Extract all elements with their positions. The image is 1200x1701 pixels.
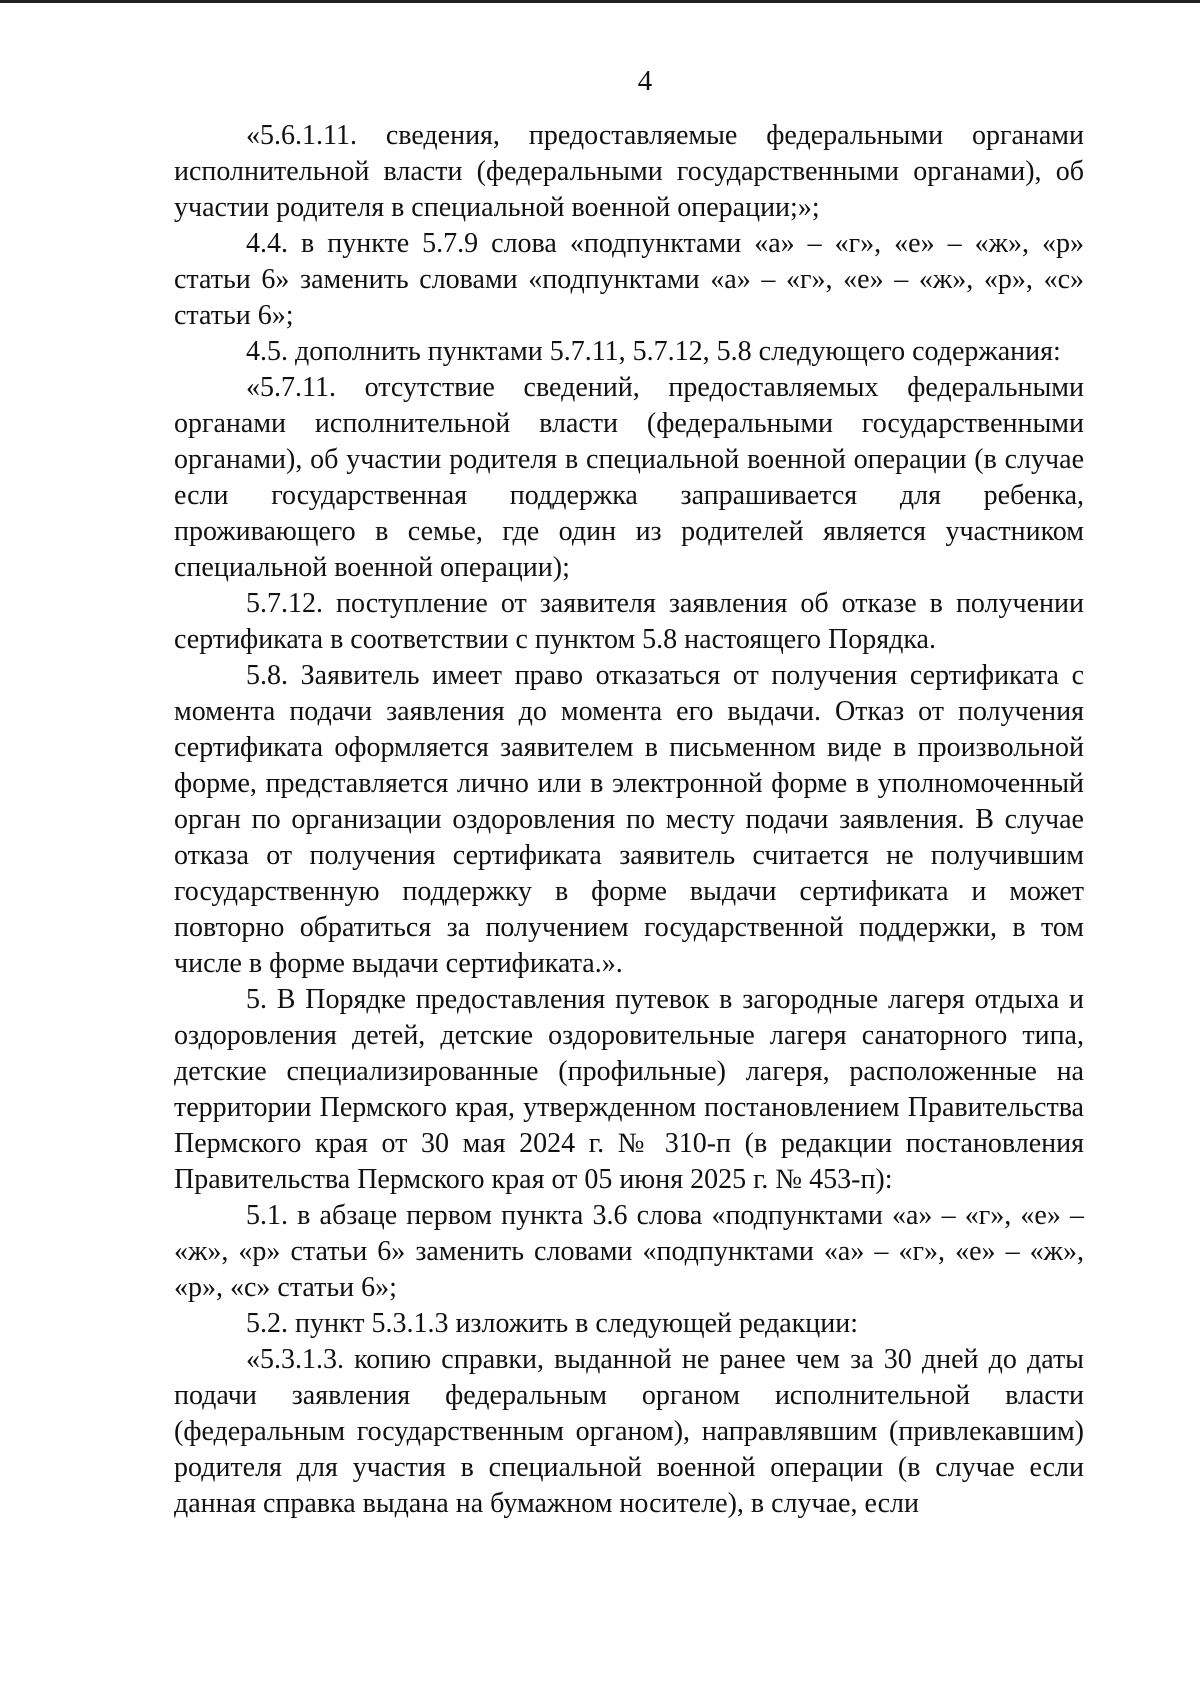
scan-top-edge xyxy=(0,0,1200,3)
paragraph-5-2: 5.2. пункт 5.3.1.3 изложить в следующей редакции: xyxy=(246,1308,858,1339)
paragraph-4-5: 4.5. дополнить пунктами 5.7.11, 5.7.12, 5.8 следующего содержания: xyxy=(246,336,1061,367)
paragraph-5-7-11: «5.7.11. отсутствие сведений, предоставляемых федеральными органами исполнительной власти (федеральными государственными органами), об участии родителя в специальной военной операции (в случае если государственная поддержка запрашивается для ребенка, проживающего в семье, где один из родителей является участником специальной военной операции); xyxy=(174,372,1084,583)
paragraph-5-1: 5.1. в абзаце первом пункта 3.6 слова «подпунктами «а» – «г», «е» – «ж», «р» статьи 6» заменить словами «подпунктами «а» – «г», «е» – «ж», «р», «с» статьи 6»; xyxy=(174,1200,1084,1303)
document-body xyxy=(174,118,1084,1522)
paragraph-5: 5. В Порядке предоставления путевок в загородные лагеря отдыха и оздоровления детей, детские оздоровительные лагеря санаторного типа, детские специализированные (профильные) лагеря, расположенные на территории Пермского края, утвержденном постановлением Правительства Пермского края от 30 мая 2024 г. № 310-п (в редакции постановления Правительства Пермского края от 05 июня 2025 г. № 453-п): xyxy=(174,984,1084,1195)
paragraph-5-3-1-3: «5.3.1.3. копию справки, выданной не ранее чем за 30 дней до даты подачи заявления федеральным органом исполнительной власти (федеральным государственным органом), направлявшим (привлекавшим) родителя для участия в специальной военной операции (в случае если данная справка выдана на бумажном носителе), в случае, если xyxy=(174,1344,1084,1519)
paragraph-4-4: 4.4. в пункте 5.7.9 слова «подпунктами «а» – «г», «е» – «ж», «р» статьи 6» заменить словами «подпунктами «а» – «г», «е» – «ж», «р», «с» статьи 6»; xyxy=(174,228,1084,331)
paragraph-5-7-12: 5.7.12. поступление от заявителя заявления об отказе в получении сертификата в соответствии с пунктом 5.8 настоящего Порядка. xyxy=(174,588,1084,655)
paragraph-5-6-1-11: «5.6.1.11. сведения, предоставляемые федеральными органами исполнительной власти (федеральными государственными органами), об участии родителя в специальной военной операции;»; xyxy=(174,120,1084,223)
page-number: 4 xyxy=(637,65,653,97)
paragraph-5-8: 5.8. Заявитель имеет право отказаться от получения сертификата с момента подачи заявления до момента его выдачи. Отказ от получения сертификата оформляется заявителем в письменном виде в произвольной форме, представляется лично или в электронной форме в уполномоченный орган по организации оздоровления по месту подачи заявления. В случае отказа от получения сертификата заявитель считается не получившим государственную поддержку в форме выдачи сертификата и может повторно обратиться за получением государственной поддержки, в том числе в форме выдачи сертификата.». xyxy=(174,660,1084,979)
